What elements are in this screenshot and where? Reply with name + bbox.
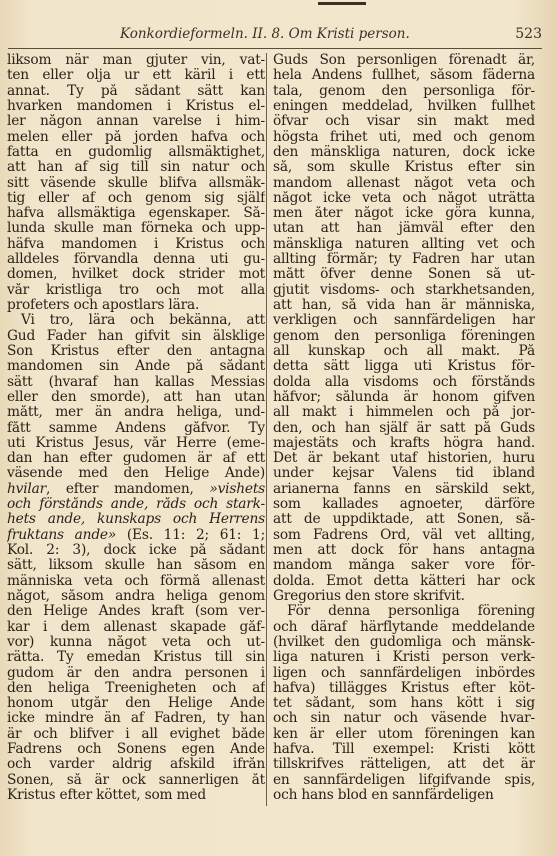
text-line: mått, mer än andra heliga, und- xyxy=(7,405,265,421)
text-line: arianerna fanns en särskild sekt, xyxy=(273,481,535,497)
text-line: (hvilket den gudomliga och mänsk- xyxy=(273,634,535,650)
text-line: all kunskap och all makt. På xyxy=(273,343,535,359)
text-line: dolda alla visdoms och förstånds xyxy=(273,374,535,390)
text-line: Kristus efter köttet, som med xyxy=(7,788,206,803)
text-line: all makt i himmelen och på jor- xyxy=(273,405,535,421)
text-line: hafva allsmäktiga egenskaper. Så- xyxy=(7,206,265,222)
text-line: mandomen sin Ande på sådant xyxy=(7,359,265,375)
text-line: ken är eller utom föreningen kan xyxy=(273,726,535,742)
text-line: öfvar och visar sin makt med xyxy=(273,114,535,130)
text-line: ten eller olja ur ett käril i ett xyxy=(7,68,265,84)
text-line: vår kristliga tro och mot alla xyxy=(7,282,265,298)
text-line: men att dock för hans antagna xyxy=(273,543,535,558)
text-line: lunda skulle man förneka och upp- xyxy=(7,221,265,237)
text-line: majestäts och krafts högra hand. xyxy=(273,435,535,451)
text-line: dan han efter gudomen är af ett xyxy=(7,451,265,467)
text-line: och varder aldrig afskild ifrån xyxy=(7,757,265,773)
right-column xyxy=(273,53,535,803)
text-line: Gregorius den store skrifvit. xyxy=(273,588,465,604)
text-line: den heliga Treenigheten och af xyxy=(7,680,265,696)
text-line: För denna personliga förening xyxy=(287,604,535,620)
text-line: men åter något icke göra kunna, xyxy=(273,206,535,222)
text-line: tala, genom den personliga för- xyxy=(273,83,535,99)
text-line: under kejsar Valens tid ibland xyxy=(273,466,535,482)
text-line: mandom många saker vore för- xyxy=(273,558,535,574)
text-line: liksom när man gjuter vin, vat- xyxy=(7,53,265,68)
text-line: mänskliga naturen allting vet och xyxy=(273,236,535,252)
text-line: tet sådant, som hans kött i sig xyxy=(273,696,535,712)
text-line: håfvor; sålunda är honom gifven xyxy=(273,389,535,405)
text-line: eningen meddelad, hvilken fullhet xyxy=(273,98,535,114)
text-line: sätt (hvaraf han kallas Messias xyxy=(7,374,265,390)
text-line: domen, hvilket dock strider mot xyxy=(7,267,265,283)
text-line: som kallades agnoeter, därföre xyxy=(273,497,535,513)
header-rule xyxy=(8,48,542,49)
text-line: är och blifver i all evighet både xyxy=(7,726,265,742)
text-line: dolda. Emot detta kätteri har ock xyxy=(273,573,535,589)
text-line: häfva mandomen i Kristus och xyxy=(7,236,265,252)
text-line: sätt, liksom skulle han såsom en xyxy=(7,558,265,574)
text-line: den, och han själf är satt på Guds xyxy=(273,420,535,436)
text-line: och hans blod en sannfärdeligen xyxy=(273,788,494,803)
text-line: fått samme Andens gåfvor. Ty xyxy=(7,420,265,436)
column-divider xyxy=(266,53,267,806)
text-line: melen eller på jorden hafva och xyxy=(7,129,265,145)
text-line: hafva. Till exempel: Kristi kött xyxy=(273,742,535,758)
text-line: Sonen, så är ock sannerligen åt xyxy=(7,772,265,788)
text-line: något icke veta och något uträtta xyxy=(273,190,535,206)
top-ornament-rule xyxy=(318,2,366,5)
text-line: Son Kristus efter den antagna xyxy=(7,343,265,359)
text-line: och däraf härflytande meddelande xyxy=(273,619,535,635)
text-line: sitt väsende skulle blifva allsmäk- xyxy=(7,175,265,191)
text-line: fatta en gudomlig allsmäktighet, xyxy=(7,144,265,160)
text-line: utan att han jämväl efter den xyxy=(273,221,535,237)
text-line: honom utgår den Helige Ande xyxy=(7,696,265,712)
text-line: som Fadrens Ord, väl vet allting, xyxy=(273,527,535,543)
text-line: icke mindre än af Fadren, ty han xyxy=(7,711,265,727)
page-number: 523 xyxy=(515,26,542,42)
text-line: hafva) tillägges Kristus efter köt- xyxy=(273,680,535,696)
text-line: annat. Ty på sådant sätt kan xyxy=(7,83,265,99)
text-line: Kol. 2: 3), dock icke på sådant xyxy=(7,543,265,558)
text-line: hvilar, efter mandomen, »vishets xyxy=(7,481,265,497)
left-column xyxy=(7,53,265,803)
text-line: kar i dem allenast skapade gåf- xyxy=(7,619,265,635)
text-line: hela Andens fullhet, såsom fäderna xyxy=(273,68,535,84)
text-line: tig eller af och genom sig själf xyxy=(7,190,265,206)
text-line: den mänskliga naturen, dock icke xyxy=(273,144,535,160)
text-line: Vi tro, lära och bekänna, att xyxy=(21,313,265,329)
text-line: uti Kristus Jesus, vår Herre (eme- xyxy=(7,435,265,451)
page-header xyxy=(10,26,542,46)
text-line: tillskrifves rätteligen, att det är xyxy=(273,757,535,773)
text-line: Guds Son personligen förenadt är, xyxy=(273,53,535,68)
text-line: vor) kunna något veta och ut- xyxy=(7,634,265,650)
text-line: rätta. Ty emedan Kristus till sin xyxy=(7,650,265,666)
text-line: Fadrens och Sonens egen Ande xyxy=(7,742,265,758)
text-line: och sin natur och väsende hvar- xyxy=(273,711,535,727)
text-line: och förstånds ande, råds och stark- xyxy=(7,497,265,513)
text-line: människa veta och förmå allenast xyxy=(7,573,265,589)
text-line: profeters och apostlars lära. xyxy=(7,298,200,313)
text-line: en sannfärdeligen lifgifvande spis, xyxy=(273,772,535,788)
text-line: verkligen och sannfärdeligen har xyxy=(273,313,535,329)
text-line: något, såsom andra heliga genom xyxy=(7,588,265,604)
text-line: liga naturen i Kristi person verk- xyxy=(273,650,535,666)
text-line: att han, så vida han är människa, xyxy=(273,298,535,313)
text-line: mått öfver denne Sonen så ut- xyxy=(273,267,535,283)
text-line: ligen och sannfärdeligen inbördes xyxy=(273,665,535,681)
text-line: genom den personliga föreningen xyxy=(273,328,535,344)
text-line: att de uppdiktade, att Sonen, så- xyxy=(273,512,535,528)
text-line: högsta frihet uti, med och genom xyxy=(273,129,535,145)
running-title: Konkordieformeln. II. 8. Om Kristi person. xyxy=(120,26,410,42)
text-line: Det är bekant utaf historien, huru xyxy=(273,451,535,467)
text-line: hets ande, kunskaps och Herrens xyxy=(7,512,265,528)
text-line: att han af sig till sin natur och xyxy=(7,160,265,176)
text-line: så, som skulle Kristus efter sin xyxy=(273,160,535,176)
text-line: den Helige Andes kraft (som ver- xyxy=(7,604,265,620)
text-line: fruktans ande» (Es. 11: 2; 61: 1; xyxy=(7,527,265,543)
text-line: ler någon annan varelse i him- xyxy=(7,114,265,130)
text-line: gudom är den andra personen i xyxy=(7,665,265,681)
text-line: detta sätt ligga uti Kristus för- xyxy=(273,359,535,375)
text-line: Gud Fader han gifvit sin älsklige xyxy=(7,328,265,344)
text-line: väsende med den Helige Ande) xyxy=(7,466,265,482)
text-line: gjutit visdoms- och starkhetsanden, xyxy=(273,282,535,298)
text-line: alldeles förvandla denna uti gu- xyxy=(7,252,265,268)
text-line: allting förmår; ty Fadren har utan xyxy=(273,252,535,268)
text-line: eller den smorde), att han utan xyxy=(7,389,265,405)
text-line: mandom allenast något veta och xyxy=(273,175,535,191)
text-line: hvarken mandomen i Kristus el- xyxy=(7,98,265,114)
